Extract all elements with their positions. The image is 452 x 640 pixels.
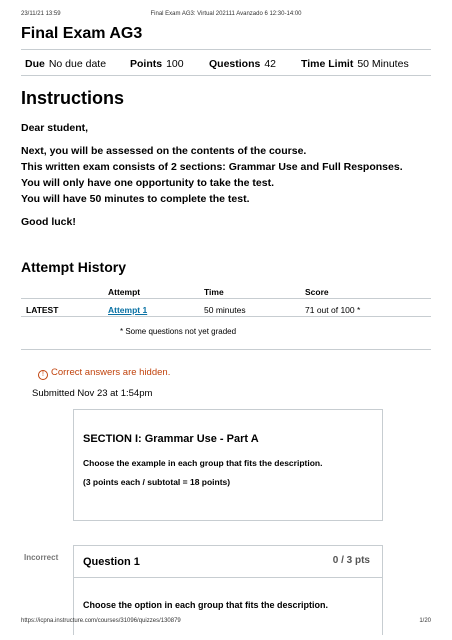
instructions-closing: Good luck!	[21, 216, 76, 228]
section-header-box	[73, 409, 383, 521]
grading-note: * Some questions not yet graded	[120, 327, 237, 336]
column-header-time: Time	[204, 287, 224, 297]
answers-hidden-notice	[38, 367, 170, 380]
latest-label: LATEST	[26, 305, 59, 315]
due-label: Due	[25, 58, 45, 70]
points-value: 100	[166, 58, 184, 70]
points-meta	[130, 58, 184, 70]
attempt-history-table	[21, 283, 431, 317]
points-label: Points	[130, 58, 163, 70]
due-value: No due date	[48, 58, 107, 70]
divider	[21, 349, 431, 350]
submitted-timestamp: Submitted Nov 23 at 1:54pm	[32, 388, 153, 399]
due-meta	[25, 58, 106, 70]
print-date: 23/11/21 13:59	[21, 11, 61, 17]
column-header-attempt: Attempt	[108, 287, 141, 297]
table-row	[21, 299, 431, 317]
question-points: 0 / 3 pts	[332, 555, 370, 566]
attempt-time: 50 minutes	[204, 305, 246, 315]
notice-text: Correct answers are hidden.	[51, 367, 171, 378]
print-header	[21, 11, 431, 21]
questions-meta	[209, 58, 276, 70]
warning-circle-icon: !	[38, 370, 48, 380]
section-points: (3 points each / subtotal = 18 points)	[83, 477, 231, 487]
instructions-line: You will have 50 minutes to complete the test.	[21, 193, 250, 205]
instructions-heading: Instructions	[21, 88, 125, 108]
questions-label: Questions	[209, 58, 261, 70]
instructions-line: This written exam consists of 2 sections: Grammar Use and Full Responses.	[21, 161, 403, 173]
attempt-history-heading: Attempt History	[21, 259, 127, 275]
column-header-score: Score	[305, 287, 329, 297]
question-status-label: Incorrect	[24, 553, 59, 562]
question-name: Question 1	[83, 556, 140, 568]
print-page-number: 1/20	[419, 618, 431, 624]
instructions-greeting: Dear student,	[21, 122, 89, 134]
instructions-line: Next, you will be assessed on the contents of the course.	[21, 145, 307, 157]
attempt-1-link[interactable]: Attempt 1	[108, 305, 148, 315]
time-limit-label: Time Limit	[301, 58, 354, 70]
section-description: Choose the example in each group that fits the description.	[83, 458, 323, 468]
question-text: Choose the option in each group that fits the description.	[83, 600, 329, 610]
quiz-title: Final Exam AG3	[21, 25, 143, 42]
question-header	[74, 546, 382, 578]
time-limit-value: 50 Minutes	[357, 58, 409, 70]
print-footer	[21, 618, 431, 628]
quiz-meta-bar	[21, 49, 431, 76]
attempt-score: 71 out of 100 *	[305, 305, 361, 315]
section-title: SECTION I: Grammar Use - Part A	[83, 433, 259, 445]
print-page-title: Final Exam AG3: Virtual 202111 Avanzado 6 12:30-14:00	[150, 11, 302, 17]
questions-value: 42	[264, 58, 277, 70]
attempt-table-header	[21, 283, 431, 299]
time-limit-meta	[301, 58, 409, 70]
instructions-line: You will only have one opportunity to take the test.	[21, 177, 274, 189]
print-url: https://icpna.instructure.com/courses/31096/quizzes/130879	[21, 618, 181, 624]
